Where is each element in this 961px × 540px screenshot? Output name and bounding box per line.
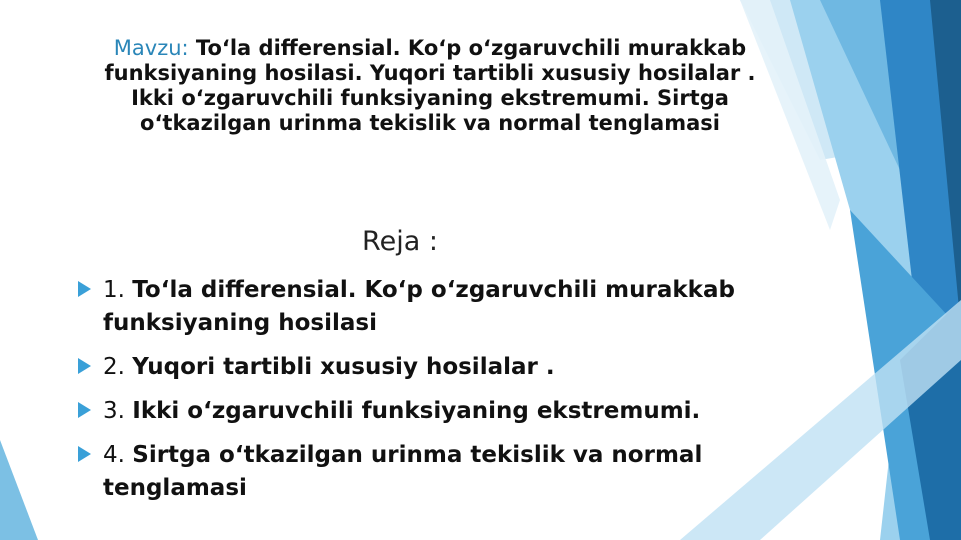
list-item [76,439,756,505]
triangle-bullet-icon [78,446,91,462]
triangle-bullet-icon [78,281,91,297]
list-item [76,274,756,340]
item-text: Sirtga o‘tkazilgan urinma tekislik va normal tenglamasi [103,442,703,501]
slide-title [90,36,770,136]
triangle-bullet-icon [78,402,91,418]
item-text: To‘la differensial. Ko‘p o‘zgaruvchili murakkab funksiyaning hosilasi [103,277,735,336]
item-text: Ikki o‘zgaruvchili funksiyaning ekstremumi. [132,398,701,424]
list-item [76,395,756,428]
title-label: Mavzu: [113,36,189,60]
triangle-bullet-icon [78,358,91,374]
item-number: 4. [103,442,133,468]
item-number: 2. [103,354,133,380]
item-number: 3. [103,398,133,424]
title-text: To‘la differensial. Ko‘p o‘zgaruvchili murakkab funksiyaning hosilasi. Yuqori tartibli xususiy hosilalar . Ikki o‘zgaruvchili funksiyaning ekstremumi. Sirtga o‘tkazilgan urinma tekislik va normal tenglamasi [104,36,756,135]
plan-list [76,274,756,516]
plan-heading: Reja : [362,226,438,257]
item-text: Yuqori tartibli xususiy hosilalar . [132,354,555,380]
list-item [76,351,756,384]
item-number: 1. [103,277,133,303]
